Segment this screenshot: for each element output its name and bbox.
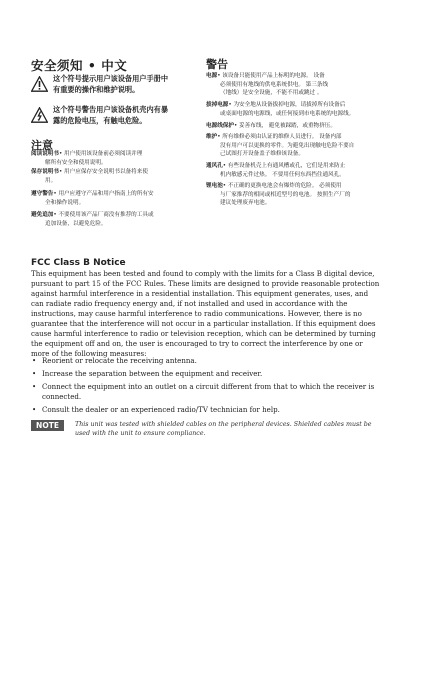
warning-line: （地线）是安全设施，不能不用或跳过 。 <box>220 90 323 97</box>
warning-line: 与厂家推荐的相同或相近型号的电池。 按照生产厂的 <box>220 191 351 198</box>
notice-line: 这个符号提示用户该设备用户手册中 <box>53 74 169 83</box>
warning-line: 机内敏感元件过热。 不要用任何东西挡住通风孔。 <box>220 171 345 178</box>
caution-term: 避免追加 <box>31 212 54 218</box>
caution-term: 阅读说明书 <box>31 151 59 157</box>
caution-term: 保存说明书 <box>31 169 59 175</box>
warning-exclamation-icon <box>31 76 48 92</box>
notice-line: 有重要的操作和维护说明。 <box>53 85 140 94</box>
caution-item <box>31 150 193 167</box>
caution-line: 用。 <box>45 177 57 184</box>
list-item: • Consult the dealer or an experienced radio/TV technician for help. <box>31 405 381 415</box>
notice-voltage <box>31 104 196 126</box>
caution-line: • 用户应遵守产品和用户指南上的所有安 <box>53 191 154 197</box>
safety-title: 安全须知 • 中文 <box>31 58 128 73</box>
notice-line: 露的危险电压，有触电危险。 <box>53 116 147 125</box>
warning-lightning-icon <box>31 107 48 123</box>
warning-item <box>206 133 378 159</box>
caution-line: 追加设备，以避免危险。 <box>45 220 107 227</box>
warning-line: • 妥善布线， 避免被踩踏，或重物挤压。 <box>233 123 336 129</box>
list-item: • Connect the equipment into an outlet on a circuit different from that to which the receiver is connected. <box>31 382 381 402</box>
warning-line: • 该设备只能使用产品上标明的电源。 设备 <box>217 73 325 79</box>
warning-item <box>206 101 378 118</box>
note-text: This unit was tested with shielded cables on the peripheral devices. Shielded cables must be used with the unit to ensure compliance. <box>75 421 372 437</box>
warning-line: • 有些设备机壳上有通风槽或孔，它们是用来防止 <box>222 163 346 169</box>
caution-line: • 用户应保存安全说明书以备将来使 <box>58 169 148 175</box>
caution-line: 全和操作说明。 <box>45 199 85 206</box>
list-item: • Increase the separation between the equipment and receiver. <box>31 369 381 379</box>
list-item: • Reorient or relocate the receiving antenna. <box>31 356 381 366</box>
warning-item <box>206 182 378 208</box>
warning-term: 拔掉电源 <box>206 102 229 108</box>
warning-term: 通风孔 <box>206 163 223 169</box>
fcc-paragraph: This equipment has been tested and found to comply with the limits for a Class B digital device, pursuant to part 15 of the FCC Rules. These limits are designed to provide reasonable protection against harmful interference in a residential installation. This equipment generates, uses, and can radiate radio frequency energy and, if not installed and used in accordance with the instructions, may cause harmful interference to radio communications. However, there is no guarantee that the interference will not occur in a particular installation. If this equipment does cause harmful interference to radio or television reception, which can be determined by turning the equipment off and on, the user is encouraged to try to correct the interference by one or more of the following measures: <box>31 269 380 358</box>
warning-line: • 为安全地从设备拔掉电源，请拔掉所有设备后 <box>228 102 346 108</box>
warning-line: • 不正确的更换电池会有爆炸的危险。 必须使用 <box>222 183 342 189</box>
warning-line: 建议处理废弃电池。 <box>220 200 271 207</box>
warning-line: 己试图打开设备盖子维修该设备。 <box>220 151 304 158</box>
warning-item <box>206 72 378 98</box>
warning-term: 维护 <box>206 134 218 140</box>
fcc-measures-list <box>31 356 381 418</box>
warning-term: 锂电池 <box>206 183 223 189</box>
caution-line: 解所有安全和使用说明。 <box>45 159 107 166</box>
caution-line: • 用户使用该设备前必须阅读并理 <box>58 151 143 157</box>
caution-item <box>31 168 193 185</box>
fcc-title: FCC Class B Notice <box>31 258 126 268</box>
warning-term: 电源 <box>206 73 218 79</box>
caution-item <box>31 190 193 207</box>
note-badge: NOTE <box>31 420 64 431</box>
caution-title: 注意 <box>31 139 53 152</box>
caution-item <box>31 211 193 228</box>
warning-line: 或桌面电源的电源线，或任何接到市电系统的电源线。 <box>220 110 355 117</box>
warning-title: 警告 <box>206 58 228 71</box>
warning-item <box>206 122 378 131</box>
caution-term: 遵守警告 <box>31 191 54 197</box>
caution-line: • 不要使用该产品厂商没有推荐的工具或 <box>53 212 154 218</box>
warning-line: 必须使用有地线的供电系统供电。 第三条线 <box>220 81 329 88</box>
warning-item <box>206 162 378 179</box>
warning-term: 电源线保护 <box>206 123 234 129</box>
warning-line: 没有用户可以更换的零件。为避免出现触电危险不要自 <box>220 142 355 149</box>
notice-line: 这个符号警告用户该设备机壳内有暴 <box>53 105 169 114</box>
warning-line: • 所有维修必须由认证的维修人员进行。 设备内部 <box>217 134 342 140</box>
notice-manual <box>31 73 196 95</box>
